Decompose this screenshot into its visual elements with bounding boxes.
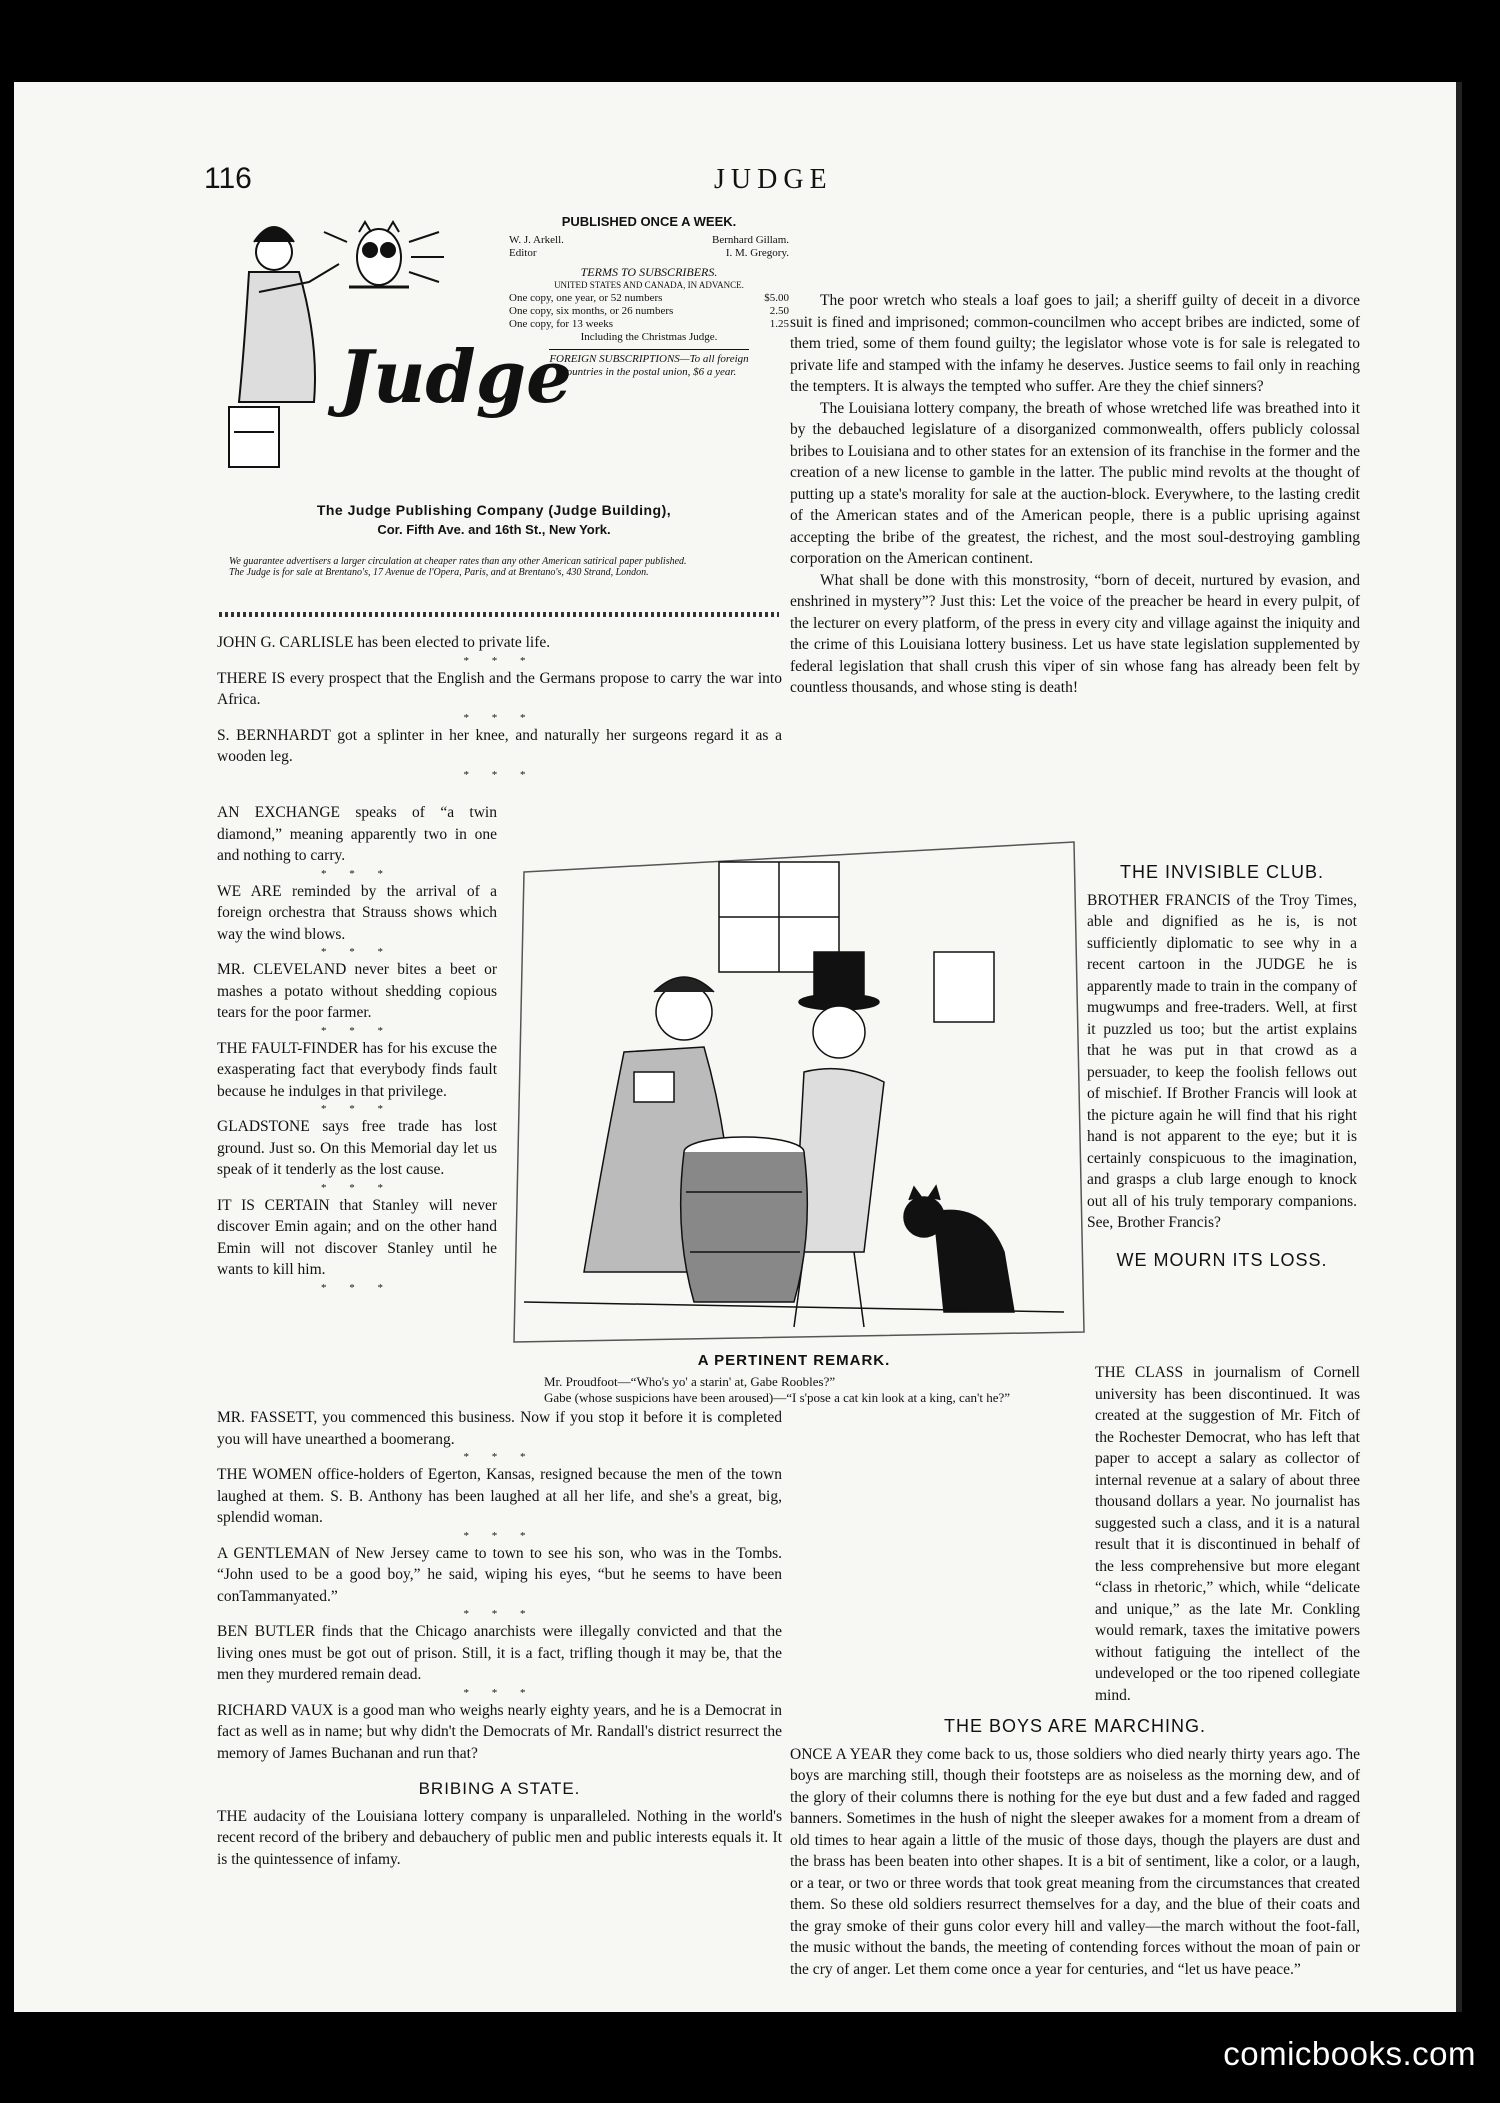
owl-icon xyxy=(324,222,444,287)
item-gladstone: GLADSTONE says free trade has lost ground. Just so. On this Memorial day let us speak of it tenderly as the lost cause. xyxy=(217,1118,497,1178)
rate-label: One copy, for 13 weeks xyxy=(509,318,614,330)
right-column-top xyxy=(790,290,1360,699)
advertiser-notice: We guarantee advertisers a larger circulation at cheaper rates than any other American satirical paper published. xyxy=(229,556,687,567)
masthead-wavy-rule xyxy=(219,612,779,617)
left-lower-column xyxy=(217,1407,782,1868)
star-divider: * * * xyxy=(321,946,393,958)
star-divider: * * * xyxy=(463,654,536,667)
notices xyxy=(229,556,779,578)
star-divider: * * * xyxy=(463,768,536,781)
rate-row xyxy=(509,318,789,331)
star-divider: * * * xyxy=(463,1608,536,1620)
item-cleveland: MR. CLEVELAND never bites a beet or mashes a potato without shedding copious tears for the poor farmer. xyxy=(217,961,497,1021)
boys-text: ONCE A YEAR they come back to us, those soldiers who died nearly thirty years ago. The boys are marching still, though their footsteps are as noiseless as the morning dew, and of the glory of their columns there is nothing for the eye but dust and a few faded and ragged banners. Sometimes in the hush of night the sleeper awakes for a moment from a dream of old times to hear again a little of the music of those days, though the players are dust and the brass has been beaten into other shapes. It is a bit of sentiment, like a color, or a laugh, or a tear, or two or three words that took great meaning from the circumstances that created them. So these old soldiers resurrect themselves for a day, and the blue of their coats and the gray smoke of their guns color every hill and valley—the march without the foot-fall, the music without the bands, the meeting of contending forces without the moan of pain or the cry of anger. Let them come once a year for centuries, and “let us have peace.” xyxy=(790,1745,1360,1978)
star-divider: * * * xyxy=(321,1281,393,1294)
masthead-divider xyxy=(549,349,749,350)
right-column-bottom xyxy=(790,1362,1360,1980)
item-strauss: WE ARE reminded by the arrival of a foreign orchestra that Strauss shows which way the wind blows. xyxy=(217,882,497,943)
staff-name-3: I. M. Gregory. xyxy=(725,247,789,259)
page-number: 116 xyxy=(204,162,252,195)
magazine-page xyxy=(14,82,1462,2012)
star-divider: * * * xyxy=(463,1451,536,1463)
rate-label: One copy, one year, or 52 numbers xyxy=(509,292,663,304)
wall-poster-icon xyxy=(934,952,994,1022)
staff-name-2: Bernhard Gillam. xyxy=(712,234,789,246)
rate-label: One copy, six months, or 26 numbers xyxy=(509,305,674,317)
star-divider: * * * xyxy=(463,711,536,724)
invisible-club-text: BROTHER FRANCIS of the Troy Times, able and dignified as he is, is not sufficiently diplomatic to see why in a recent cartoon in the JUDGE he is apparently made to train in the company of mugwumps and free-traders. Well, at first it puzzled us too; but the artist explains that he was put in that crowd as a persuader, to keep the foolish fellows out of mischief. If Brother Francis will look at the picture again he will find that his right hand is not apparent to the eye; but it is certainly conspicuous to the imagination, and grasps a club large enough to knock out all of his truly temporary companions. See, Brother Francis? xyxy=(1087,891,1357,1231)
barrel-icon xyxy=(681,1137,808,1302)
staff-row xyxy=(509,234,789,260)
item-faultfinder: THE FAULT-FINDER has for his excuse the exasperating fact that everybody finds fault because he indulges in that privilege. xyxy=(217,1039,497,1100)
boys-heading: THE BOYS ARE MARCHING. xyxy=(943,1716,1207,1736)
terms-subtitle: UNITED STATES AND CANADA, IN ADVANCE. xyxy=(554,280,744,290)
invisible-club-column xyxy=(1087,862,1357,1277)
star-divider: * * * xyxy=(321,867,393,880)
terms-title: TERMS TO SUBSCRIBERS. xyxy=(580,265,718,279)
masthead-title: JUDGE xyxy=(714,164,833,195)
item-bernhardt: S. BERNHARDT got a splinter in her knee, and naturally her surgeons regard it as a wooden leg. xyxy=(217,726,782,765)
cartoon-illustration xyxy=(504,832,1094,1352)
bribing-paragraph-2: The poor wretch who steals a loaf goes to jail; a sheriff guilty of deceit in a divorce suit is fined and imprisoned; common-councilmen who accept bribes are indicted, some of them tried, some of them found guilty; the legislator whose vote is for sale is relegated to private life and stamped with the infamy he deserves. Justice seems to fail only in reaching the tempters. It is always the tempted who suffer. Are they the chief sinners? xyxy=(790,292,1360,395)
cartoon-title: A PERTINENT REMARK. xyxy=(697,1352,891,1369)
invisible-club-heading: THE INVISIBLE CLUB. xyxy=(1119,862,1325,882)
left-column xyxy=(217,632,782,782)
rate-price: $5.00 xyxy=(764,292,789,304)
star-divider: * * * xyxy=(321,1103,393,1115)
mourn-text: THE CLASS in journalism of Cornell university has been discontinued. It was created at the suggestion of Mr. Fitch of the Rochester Democrat, who has left that paper to accept a salary as collector of internal revenue at a salary of about three thousand dollars a year. No journalist has suggested such a class, and it is a natural result that it is discontinued in behalf of the less comprehensive but more elegant “class in rhetoric,” which, while “delicate and unique,” as the late Mr. Conkling would remark, taxes the imitative powers without fatiguing the intellect of the undeveloped or the too ripened collegiate mind. xyxy=(1095,1364,1360,1704)
man-right-icon xyxy=(794,952,884,1327)
item-butler: BEN BUTLER finds that the Chicago anarchists were illegally convicted and that the living ones must be got out of prison. Still, it is a fact, trifling though it may be, that the men they murdered remain dead. xyxy=(217,1623,782,1683)
judge-figure-icon xyxy=(229,227,339,467)
rate-price: 1.25 xyxy=(769,318,789,330)
bribing-heading: BRIBING A STATE. xyxy=(418,1779,581,1798)
caption-line-2: Gabe (whose suspicions have been aroused)—“I s'pose a cat kin look at a king, can't he?” xyxy=(544,1390,1011,1405)
masthead-info xyxy=(509,215,789,379)
item-egerton: THE WOMEN office-holders of Egerton, Kansas, resigned because the men of the town laughed at them. S. B. Anthony has been laughed at all her life, and she's a great, big, splendid woman. xyxy=(217,1466,782,1526)
star-divider: * * * xyxy=(321,1181,393,1194)
rate-row xyxy=(509,305,789,318)
publisher-company: The Judge Publishing Company (Judge Building), xyxy=(316,502,672,518)
item-stanley: IT IS CERTAIN that Stanley will never discover Emin again; and on the other hand Emin will not discover Stanley until he wants to kill him. xyxy=(217,1196,497,1278)
star-divider: * * * xyxy=(463,1686,536,1699)
item-gentleman: A GENTLEMAN of New Jersey came to town to see his son, who was in the Tombs. “John used to be a good boy,” he said, wiping his eyes, “but he seems to have been conTammanyated.” xyxy=(217,1544,782,1605)
staff-role-1: Editor xyxy=(509,247,537,259)
item-vaux: RICHARD VAUX is a good man who weighs nearly eighty years, and he is a Democrat in fact as well as in name; but why didn't the Democrats of Mr. Randall's district resurrect the memory of James Buchanan and run that? xyxy=(217,1701,782,1762)
black-cat-icon xyxy=(904,1186,1014,1312)
published-line: PUBLISHED ONCE A WEEK. xyxy=(561,214,737,229)
rate-list xyxy=(509,292,789,331)
foreign-subscriptions: FOREIGN SUBSCRIPTIONS—To all foreign countries in the postal union, $6 a year. xyxy=(549,353,749,378)
rate-row xyxy=(509,292,789,305)
mourn-heading: WE MOURN ITS LOSS. xyxy=(1116,1249,1328,1270)
caption-line-1: Mr. Proudfoot—“Who's yo' a starin' at, Gabe Roobles?” xyxy=(544,1374,836,1389)
page-gutter xyxy=(1456,82,1462,2012)
staff-name-1: W. J. Arkell. xyxy=(509,234,564,246)
item-africa: THERE IS every prospect that the English and the Germans propose to carry the war into Africa. xyxy=(217,669,782,708)
logo-wordmark: Judge xyxy=(339,334,572,419)
item-exchange: AN EXCHANGE speaks of “a twin diamond,” meaning apparently two in one and nothing to carry. xyxy=(217,804,497,864)
sale-notice: The Judge is for sale at Brentano's, 17 Avenue de l'Opera, Paris, and at Brentano's, 430 Strand, London. xyxy=(229,567,649,578)
rate-price: 2.50 xyxy=(769,305,789,317)
star-divider: * * * xyxy=(463,1529,536,1542)
bribing-paragraph-3: The Louisiana lottery company, the breath of whose wretched life was breathed into it by the debauched legislature of a disorganized commonwealth, offers publicly colossal bribes to Louisiana and to other states for an extension of its franchise in the former and the creation of a new license to gamble in the latter. The public mind revolts at the thought of putting up a state's morality for sale at the auction-block. Everywhere, to the lasting credit of the American states and of the American people, there is a public uprising against accepting the bribe of the greatest, the richest, and the most soul-destroying gambling corporation on the American continent. xyxy=(790,399,1360,567)
item-carlisle: JOHN G. CARLISLE has been elected to private life. xyxy=(217,634,551,651)
bribing-paragraph-1-start: THE audacity of the Louisiana lottery company is unparalleled. Nothing in the world's recent record of the bribery and debauchery of public men and public interests equals it. It is the quintessence of infamy. xyxy=(217,1807,782,1868)
star-divider: * * * xyxy=(321,1024,393,1037)
christmas-line: Including the Christmas Judge. xyxy=(580,331,718,343)
item-fassett: MR. FASSETT, you commenced this business. Now if you stop it before it is completed you will have unearthed a boomerang. xyxy=(217,1409,782,1448)
publisher-address: Cor. Fifth Ave. and 16th St., New York. xyxy=(377,522,611,537)
site-watermark: comicbooks.com xyxy=(1223,2035,1476,2072)
left-narrow-column xyxy=(217,802,497,1295)
bribing-paragraph-4: What shall be done with this monstrosity, “born of deceit, nurtured by evasion, and enshrined in mystery”? Just this: Let the voice of the preacher be heard in every pulpit, of the lecturer on every platform, of the press in every city and village against the iniquity and the crime of this Louisiana lottery business. Let us have state legislation supplemented by federal legislation that shall crush this viper of sin whose fang has already been felt by countless thousands, and whose sting is death! xyxy=(790,571,1360,696)
